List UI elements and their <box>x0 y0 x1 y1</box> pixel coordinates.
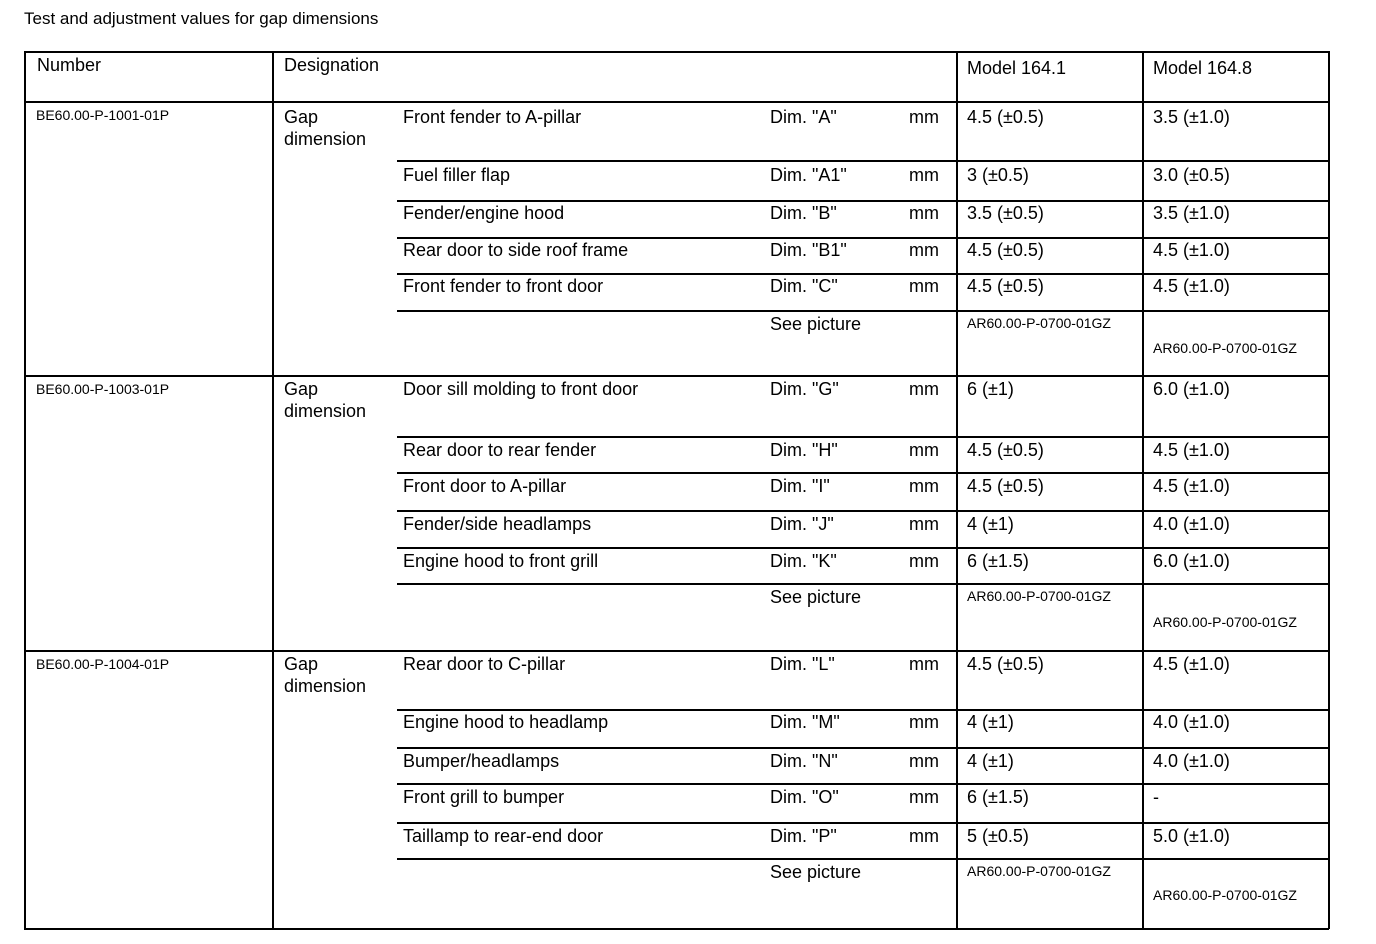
picture-reference: AR60.00-P-0700-01GZ <box>1153 887 1297 903</box>
model-164-8-value: 4.0 (±1.0) <box>1153 751 1230 771</box>
dimension-label: Dim. "J" <box>770 514 834 534</box>
table-border-right <box>1328 51 1330 929</box>
dimension-label: Dim. "I" <box>770 476 830 496</box>
unit-label: mm <box>909 654 939 674</box>
dimension-label: Dim. "O" <box>770 787 839 807</box>
model-164-1-value: 5 (±0.5) <box>967 826 1029 846</box>
row-divider <box>397 547 1143 549</box>
row-divider <box>397 510 1143 512</box>
model-164-8-value: 3.0 (±0.5) <box>1153 165 1230 185</box>
document-number: BE60.00-P-1001-01P <box>36 107 170 123</box>
gap-description: Bumper/headlamps <box>403 751 560 771</box>
row-divider <box>397 747 1143 749</box>
picture-row-divider <box>397 858 1143 860</box>
unit-label: mm <box>909 476 939 496</box>
row-divider <box>397 822 1143 824</box>
picture-row-divider <box>397 310 1143 312</box>
page-title: Test and adjustment values for gap dimensions <box>24 9 379 28</box>
header-model-164-8: Model 164.8 <box>1153 58 1253 78</box>
row-divider <box>1142 822 1329 824</box>
row-divider <box>397 472 1143 474</box>
dimension-label: Dim. "B1" <box>770 240 847 260</box>
picture-reference: AR60.00-P-0700-01GZ <box>1153 340 1297 356</box>
picture-reference: AR60.00-P-0700-01GZ <box>967 588 1111 604</box>
column-divider <box>1142 51 1144 929</box>
unit-label: mm <box>909 514 939 534</box>
dimension-label: Dim. "M" <box>770 712 840 732</box>
unit-label: mm <box>909 379 939 399</box>
designation-label: dimension <box>284 401 367 421</box>
gap-description: Door sill molding to front door <box>403 379 639 399</box>
dimension-label: Dim. "A" <box>770 107 837 127</box>
gap-description: Front fender to A-pillar <box>403 107 582 127</box>
dimension-label: Dim. "P" <box>770 826 837 846</box>
model-164-1-value: 6 (±1.5) <box>967 787 1029 807</box>
dimension-label: Dim. "A1" <box>770 165 847 185</box>
see-picture-label: See picture <box>770 587 862 607</box>
gap-description: Front grill to bumper <box>403 787 565 807</box>
model-164-8-value: - <box>1153 787 1159 807</box>
see-picture-label: See picture <box>770 314 862 334</box>
row-divider <box>397 436 1143 438</box>
model-164-8-value: 3.5 (±1.0) <box>1153 203 1230 223</box>
unit-label: mm <box>909 240 939 260</box>
unit-label: mm <box>909 107 939 127</box>
table-border-top <box>24 51 1329 53</box>
model-164-1-value: 4 (±1) <box>967 751 1014 771</box>
gap-dimensions-table <box>24 51 1329 929</box>
row-divider <box>397 783 1143 785</box>
model-164-8-value: 6.0 (±1.0) <box>1153 379 1230 399</box>
header-divider <box>24 101 1329 103</box>
group-divider <box>24 650 1329 652</box>
dimension-label: Dim. "L" <box>770 654 835 674</box>
dimension-label: Dim. "B" <box>770 203 837 223</box>
gap-description: Fender/engine hood <box>403 203 565 223</box>
table-border-left <box>24 51 26 929</box>
row-divider <box>1142 547 1329 549</box>
unit-label: mm <box>909 440 939 460</box>
model-164-1-value: 4.5 (±0.5) <box>967 107 1044 127</box>
model-164-8-value: 4.5 (±1.0) <box>1153 440 1230 460</box>
model-164-8-value: 6.0 (±1.0) <box>1153 551 1230 571</box>
designation-label: Gap <box>284 379 319 399</box>
column-divider <box>272 51 274 929</box>
gap-description: Engine hood to headlamp <box>403 712 609 732</box>
row-divider <box>1142 783 1329 785</box>
header-designation: Designation <box>284 55 380 75</box>
unit-label: mm <box>909 276 939 296</box>
model-164-1-value: 4.5 (±0.5) <box>967 440 1044 460</box>
unit-label: mm <box>909 712 939 732</box>
row-divider <box>397 160 1143 162</box>
gap-description: Front door to A-pillar <box>403 476 567 496</box>
model-164-1-value: 3 (±0.5) <box>967 165 1029 185</box>
unit-label: mm <box>909 203 939 223</box>
unit-label: mm <box>909 787 939 807</box>
model-164-1-value: 4.5 (±0.5) <box>967 476 1044 496</box>
model-164-8-value: 4.0 (±1.0) <box>1153 712 1230 732</box>
model-164-1-value: 6 (±1) <box>967 379 1014 399</box>
gap-description: Rear door to rear fender <box>403 440 597 460</box>
model-164-8-value: 4.0 (±1.0) <box>1153 514 1230 534</box>
dimension-label: Dim. "H" <box>770 440 838 460</box>
picture-reference: AR60.00-P-0700-01GZ <box>967 315 1111 331</box>
designation-label: Gap <box>284 107 319 127</box>
gap-description: Fuel filler flap <box>403 165 511 185</box>
model-164-1-value: 4 (±1) <box>967 712 1014 732</box>
model-164-1-value: 6 (±1.5) <box>967 551 1029 571</box>
dimension-label: Dim. "K" <box>770 551 837 571</box>
model-164-1-value: 4.5 (±0.5) <box>967 654 1044 674</box>
model-164-8-value: 5.0 (±1.0) <box>1153 826 1230 846</box>
model-164-8-value: 4.5 (±1.0) <box>1153 476 1230 496</box>
designation-label: Gap <box>284 654 319 674</box>
dimension-label: Dim. "N" <box>770 751 838 771</box>
header-number: Number <box>37 55 102 75</box>
unit-label: mm <box>909 751 939 771</box>
designation-label: dimension <box>284 129 367 149</box>
row-divider <box>1142 436 1329 438</box>
row-divider <box>1142 510 1329 512</box>
designation-label: dimension <box>284 676 367 696</box>
gap-description: Taillamp to rear-end door <box>403 826 604 846</box>
group-divider <box>24 375 1329 377</box>
model-164-1-value: 4 (±1) <box>967 514 1014 534</box>
header-model-164-1: Model 164.1 <box>967 58 1067 78</box>
gap-description: Front fender to front door <box>403 276 604 296</box>
dimension-label: Dim. "G" <box>770 379 839 399</box>
model-164-1-value: 4.5 (±0.5) <box>967 240 1044 260</box>
picture-row-divider <box>397 583 1143 585</box>
unit-label: mm <box>909 165 939 185</box>
model-164-8-value: 3.5 (±1.0) <box>1153 107 1230 127</box>
picture-row-divider <box>1142 583 1329 585</box>
gap-description: Engine hood to front grill <box>403 551 599 571</box>
unit-label: mm <box>909 551 939 571</box>
model-164-8-value: 4.5 (±1.0) <box>1153 276 1230 296</box>
column-divider <box>956 51 958 929</box>
row-divider <box>1142 747 1329 749</box>
picture-row-divider <box>1142 858 1329 860</box>
picture-reference: AR60.00-P-0700-01GZ <box>967 863 1111 879</box>
document-number: BE60.00-P-1004-01P <box>36 656 170 672</box>
row-divider <box>1142 160 1329 162</box>
see-picture-label: See picture <box>770 862 862 882</box>
model-164-1-value: 4.5 (±0.5) <box>967 276 1044 296</box>
gap-description: Rear door to side roof frame <box>403 240 629 260</box>
picture-row-divider <box>1142 310 1329 312</box>
picture-reference: AR60.00-P-0700-01GZ <box>1153 614 1297 630</box>
model-164-8-value: 4.5 (±1.0) <box>1153 240 1230 260</box>
unit-label: mm <box>909 826 939 846</box>
document-number: BE60.00-P-1003-01P <box>36 381 170 397</box>
row-divider <box>1142 472 1329 474</box>
model-164-1-value: 3.5 (±0.5) <box>967 203 1044 223</box>
gap-description: Fender/side headlamps <box>403 514 592 534</box>
dimension-label: Dim. "C" <box>770 276 838 296</box>
gap-description: Rear door to C-pillar <box>403 654 566 674</box>
model-164-8-value: 4.5 (±1.0) <box>1153 654 1230 674</box>
table-border-bottom <box>24 928 1329 930</box>
